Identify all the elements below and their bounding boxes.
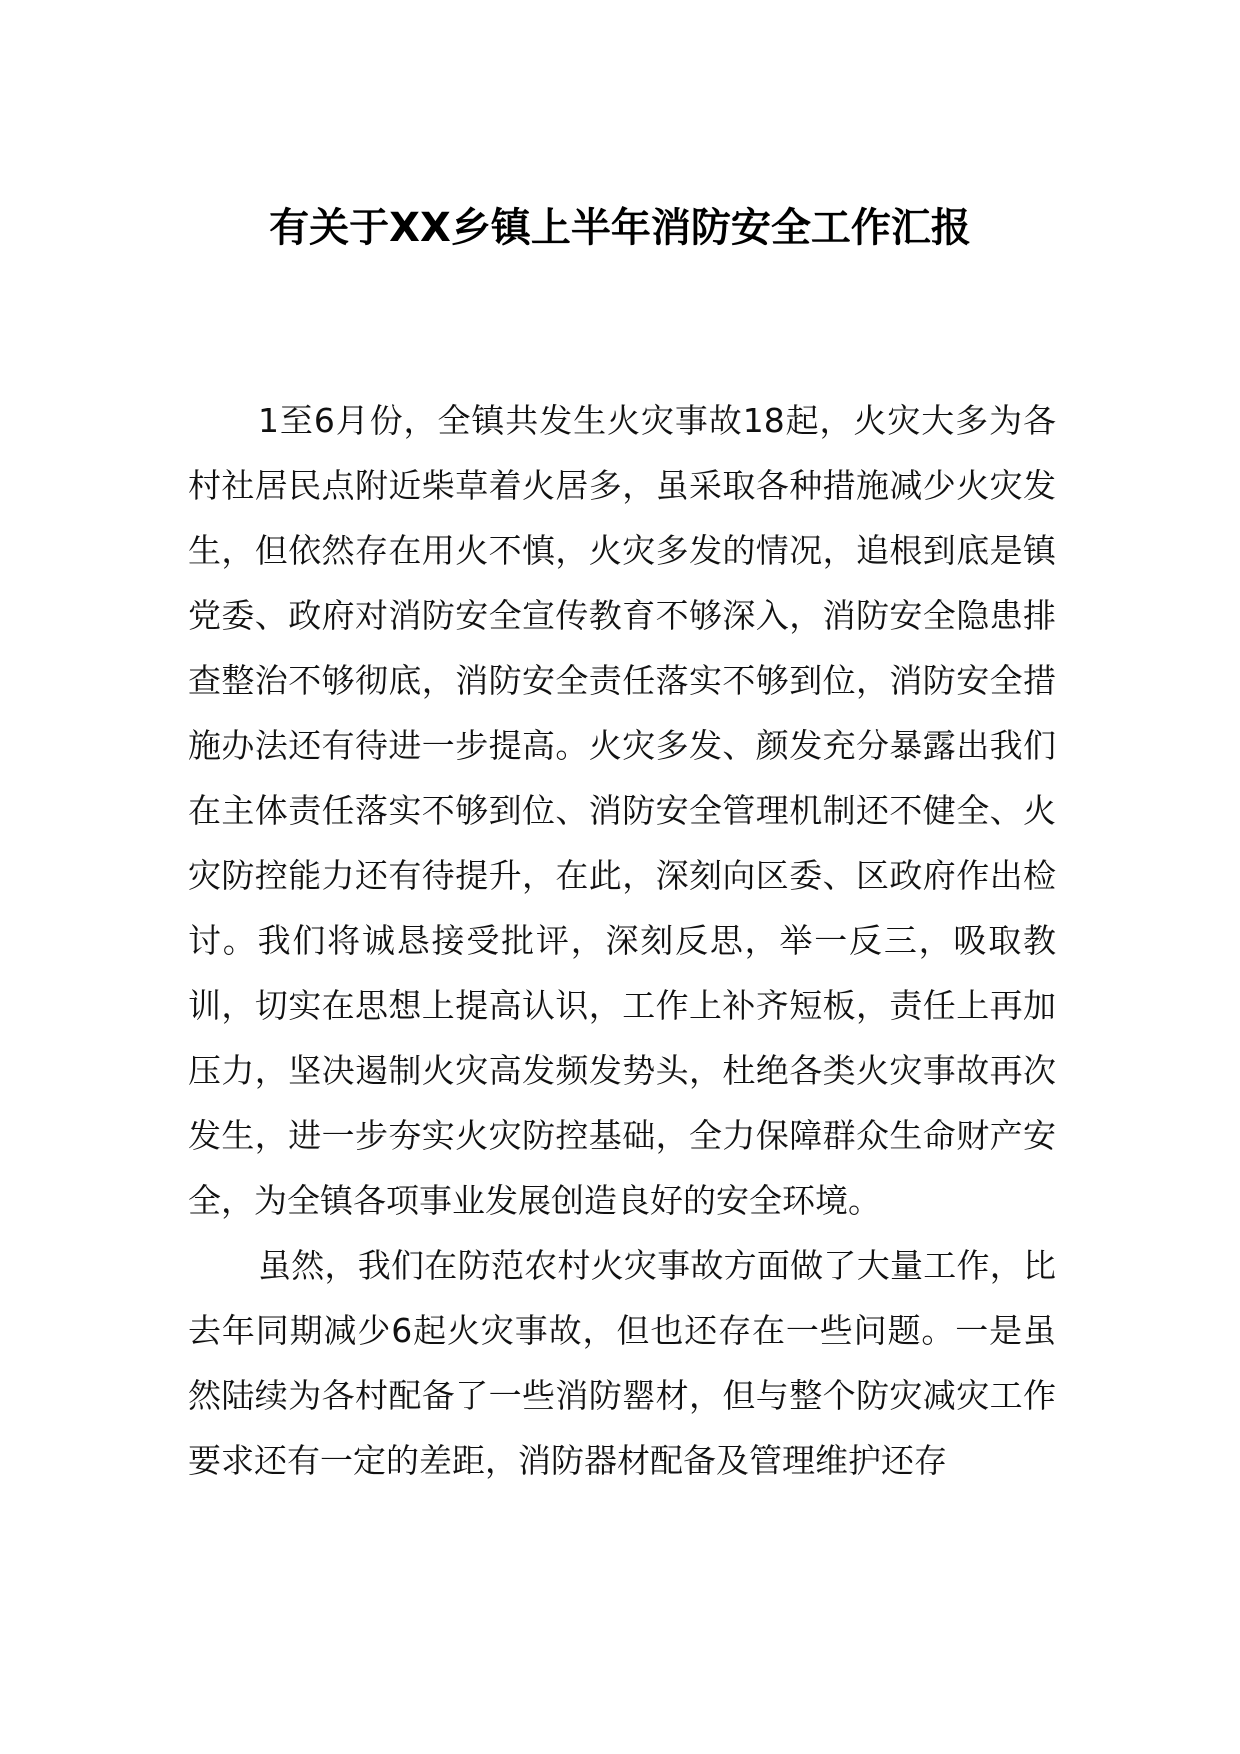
body-paragraph-1: 1至6月份，全镇共发生火灾事故18起，火灾大多为各村社居民点附近柴草着火居多，虽采取各种措施减少火灾发生，但依然存在用火不慎，火灾多发的情况，追根到底是镇党委、政府对消防安全宣传教育不够深入，消防安全隐患排查整治不够彻底，消防安全责任落实不够到位，消防安全措施办法还有待进一步提高。火灾多发、颜发充分暴露出我们在主体责任落实不够到位、消防安全管理机制还不健全、火灾防控能力还有待提升，在此，深刻向区委、区政府作出检讨。我们将诚恳接受批评，深刻反思，举一反三，吸取教训，切实在思想上提高认识，工作上补齐短板，责任上再加压力，坚决遏制火灾高发频发势头，杜绝各类火灾事故再次发生，进一步夯实火灾防控基础，全力保障群众生命财产安全，为全镇各项事业发展创造良好的安全环境。 (188, 401, 1056, 1220)
document-title: 有关于XX乡镇上半年消防安全工作汇报 (269, 205, 971, 251)
body-paragraph-2: 虽然，我们在防范农村火灾事故方面做了大量工作，比去年同期减少6起火灾事故，但也还存在一些问题。一是虽然陆续为各村配备了一些消防罂材，但与整个防灾减灾工作要求还有一定的差距，消防器材配备及管理维护还存 (188, 1246, 1056, 1480)
document-body (188, 388, 1056, 1493)
